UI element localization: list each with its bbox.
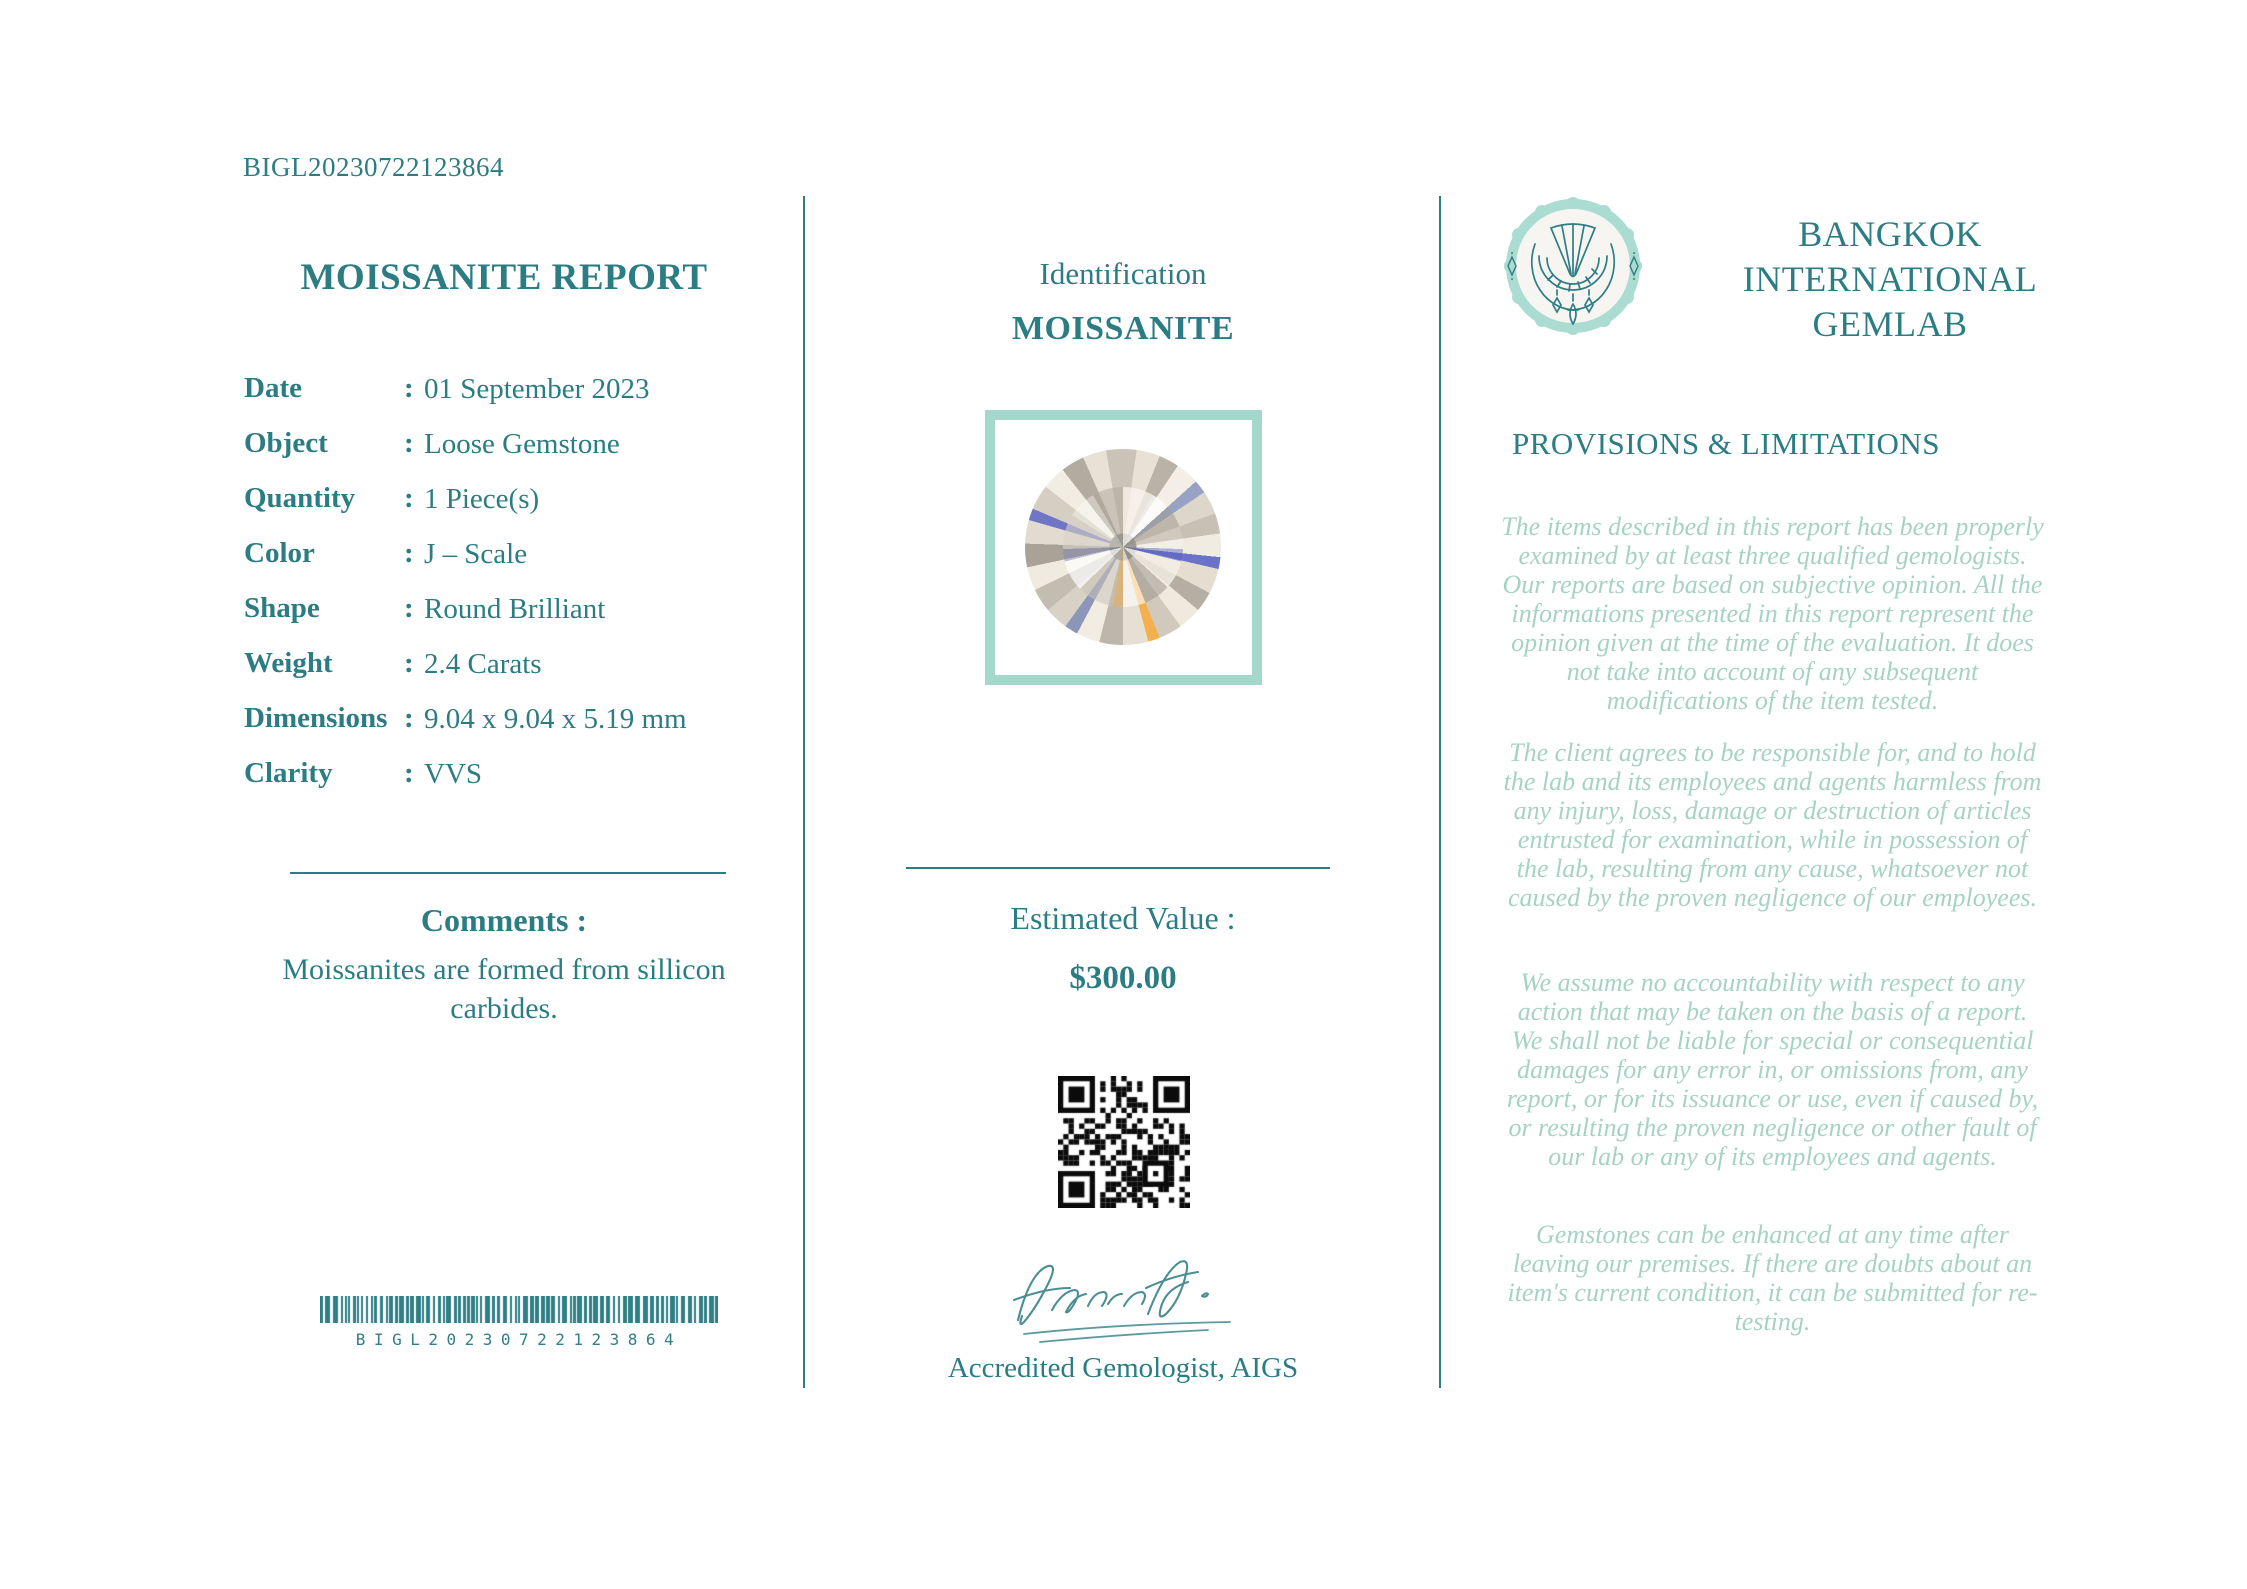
field-label-clarity: Clarity xyxy=(244,757,333,789)
field-colon: : xyxy=(404,757,414,789)
field-label-weight: Weight xyxy=(244,647,333,679)
field-row-weight xyxy=(244,647,804,687)
lab-name-line-3: GEMLAB xyxy=(1812,304,1968,344)
field-colon: : xyxy=(404,427,414,459)
field-row-dimensions xyxy=(244,702,804,742)
field-value-shape: Round Brilliant xyxy=(424,593,606,625)
field-row-quantity xyxy=(244,482,804,522)
field-colon: : xyxy=(404,702,414,734)
field-colon: : xyxy=(404,372,414,404)
field-label-object: Object xyxy=(244,427,328,459)
field-colon: : xyxy=(404,647,414,679)
provisions-heading: PROVISIONS & LIMITATIONS xyxy=(1512,426,1941,461)
comments-text: Moissanites are formed from sillicon carbides. xyxy=(282,953,726,1025)
field-colon: : xyxy=(404,592,414,624)
field-label-quantity: Quantity xyxy=(244,482,356,514)
field-value-quantity: 1 Piece(s) xyxy=(424,483,540,515)
report-title: MOISSANITE REPORT xyxy=(300,257,708,298)
comments-divider xyxy=(290,872,726,874)
estimated-value-label: Estimated Value : xyxy=(1010,900,1236,936)
estimated-value-divider xyxy=(906,867,1330,869)
field-colon: : xyxy=(404,482,414,514)
round-brilliant-gemstone-photo xyxy=(1025,449,1221,645)
field-row-object xyxy=(244,427,804,467)
field-colon: : xyxy=(404,537,414,569)
field-row-date xyxy=(244,372,804,412)
provisions-paragraph-4: Gemstones can be enhanced at any time after leaving our premises. If there are doubts about an item's current condition, it can be submitted for re-testing. xyxy=(1507,1220,2038,1336)
identification-heading: Identification xyxy=(1039,256,1207,291)
field-row-clarity xyxy=(244,757,804,797)
field-value-object: Loose Gemstone xyxy=(424,428,620,460)
identification-result: MOISSANITE xyxy=(1011,310,1235,347)
lab-name-line-1: BANGKOK xyxy=(1798,214,1982,254)
comments-heading: Comments : xyxy=(420,902,588,938)
field-label-color: Color xyxy=(244,537,315,569)
report-serial-number: BIGL20230722123864 xyxy=(243,152,504,182)
field-label-dimensions: Dimensions xyxy=(244,702,388,734)
gemstone-photo-frame xyxy=(985,410,1262,685)
provisions-paragraph-2: The client agrees to be responsible for, and to hold the lab and its employees and agents harmless from any injury, loss, damage or destruction of articles entrusted for examination, while in possession of the lab, resulting from any cause, whatsoever not caused by the proven negligence of our employees. xyxy=(1503,738,2042,912)
lab-name xyxy=(1690,212,2090,347)
provisions-paragraph-3: We assume no accountability with respect to any action that may be taken on the basis of a report. We shall not be liable for special or consequential damages for any error in, or omissions from, any report, or for its issuance or use, even if caused by, or resulting the proven negligence or other fault of our lab or any of its employees and agents. xyxy=(1506,968,2039,1171)
gem-crescent-badge-icon xyxy=(1500,186,1646,346)
gemologist-signature-icon xyxy=(996,1248,1250,1352)
provisions-paragraph-1: The items described in this report has been properly examined by at least three qualified gemologists. Our reports are based on subjective opinion. All the informations presented in this report represent the opinion given at the time of the evaluation. It does not take into account of any subsequent modifications of the item tested. xyxy=(1501,512,2044,715)
field-label-date: Date xyxy=(244,372,302,404)
estimated-value: $300.00 xyxy=(1069,960,1177,996)
field-row-shape xyxy=(244,592,804,632)
field-row-color xyxy=(244,537,804,577)
field-value-date: 01 September 2023 xyxy=(424,373,650,405)
field-label-shape: Shape xyxy=(244,592,320,624)
field-value-weight: 2.4 Carats xyxy=(424,648,542,680)
gemologist-credential: Accredited Gemologist, AIGS xyxy=(947,1352,1299,1384)
field-value-dimensions: 9.04 x 9.04 x 5.19 mm xyxy=(424,703,687,735)
column-divider-right xyxy=(1439,196,1441,1388)
barcode-text: BIGL20230722123864 xyxy=(355,1330,683,1349)
barcode-icon xyxy=(320,1296,718,1323)
barcode-block xyxy=(320,1296,718,1349)
lab-name-line-2: INTERNATIONAL xyxy=(1742,259,2038,299)
qr-code-icon xyxy=(1058,1076,1190,1208)
field-value-color: J – Scale xyxy=(424,538,528,570)
field-value-clarity: VVS xyxy=(424,758,483,790)
column-divider-left xyxy=(803,196,805,1388)
